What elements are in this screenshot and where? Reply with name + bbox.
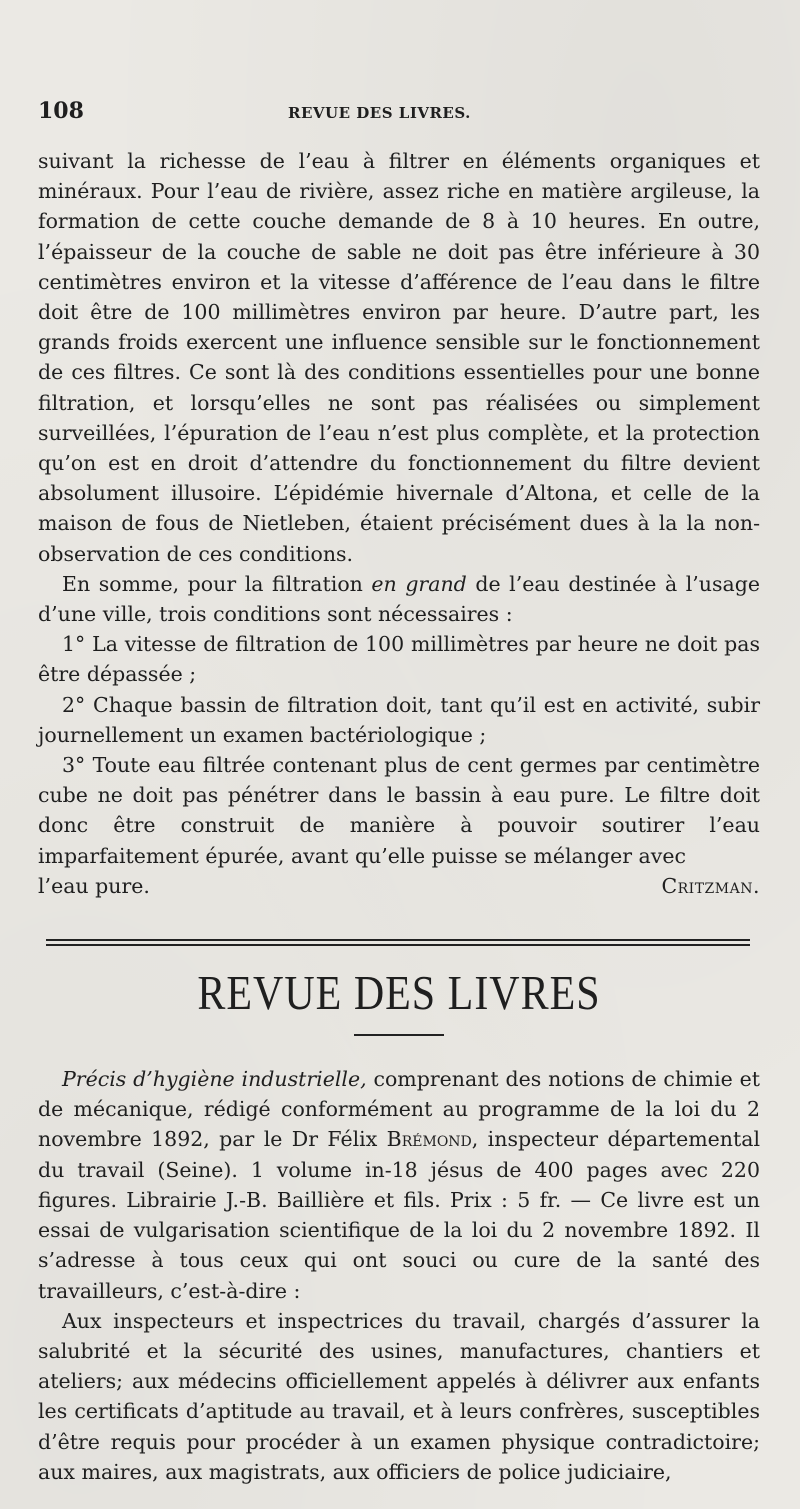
text-run: , inspecteur départemental du travail (Seine). 1 volume in-18 jésus de 400 pages avec 220 figures. Librairie J.-B. Baillière et fils. Prix : 5 fr. — Ce livre est un essai de vulgarisation scientifique de la loi du 2 novembre 1892. Il s’adresse à tous ceux qui ont souci ou cure de la santé des travailleurs, c’est-à-dire : [38, 1127, 761, 1303]
text-run: de l’eau destinée à l’usage d’une ville, trois conditions sont nécessaires : [38, 571, 760, 627]
text-run: comprenant des notions de chimie et de mécanique, rédigé conformément au programme de la loi du 2 novembre 1892, par le Dr Félix [38, 1067, 760, 1152]
condition-item: 3° Toute eau filtrée contenant plus de cent germes par centimètre cube ne doit pas pénétrer dans le bassin à eau pure. Le filtre doit donc être construit de manière à pouvoir soutirer l’eau imparfaitement épurée, avant qu’elle puisse se mélanger avec [38, 753, 760, 868]
section-title: REVUE DES LIVRES [197, 967, 601, 1021]
author-name: Brémond [386, 1127, 472, 1152]
closing-line [38, 871, 760, 901]
running-header [38, 98, 760, 132]
book-review [38, 1064, 760, 1487]
paragraph [38, 569, 760, 629]
paragraph [38, 1064, 760, 1306]
italic-phrase: en grand [371, 571, 467, 596]
text-run: l’eau pure. [38, 873, 150, 898]
condition-item: 1° La vitesse de filtration de 100 millimètres par heure ne doit pas être dépassée ; [38, 632, 760, 687]
paragraph: Aux inspecteurs et inspectrices du travail, chargés d’assurer la salubrité et la sécurité des usines, manufactures, chantiers et ateliers; aux médecins officiellement appelés à délivrer aux enfants les certificats d’aptitude au travail, et à leurs confrères, susceptibles d’être requis pour procéder à un examen physique contradictoire; aux maires, aux magistrats, aux officiers de police judiciaire, [38, 1308, 760, 1484]
book-title: Précis d’hygiène industrielle, [62, 1067, 367, 1092]
title-underline [354, 1034, 444, 1036]
paragraph: suivant la richesse de l’eau à filtrer en éléments organiques et minéraux. Pour l’eau de rivière, assez riche en matière argileuse, la formation de cette couche demande de 8 à 10 heures. En outre, l’épaisseur de la couche de sable ne doit pas être inférieure à 30 centimètres environ et la vitesse d’afférence de l’eau dans le filtre doit être de 100 millimètres environ par heure. D’autre part, les grands froids exercent une influence sensible sur le fonctionnement de ces filtres. Ce sont là des conditions essentielles pour une bonne filtration, et lorsqu’elles ne sont pas réalisées ou simplement surveillées, l’épuration de l’eau n’est plus complète, et la protection qu’on est en droit d’attendre du fonctionnement du filtre devient absolument illusoire. L’épidémie hivernale d’Altona, et celle de la maison de fous de Nietleben, étaient précisément dues à la la non-observation de ces conditions. [38, 149, 760, 566]
condition-item: 2° Chaque bassin de filtration doit, tant qu’il est en activité, subir journellement un examen bactériologique ; [38, 692, 760, 747]
running-title: REVUE DES LIVRES. [288, 104, 471, 122]
author-signature: Critzman. [661, 873, 760, 898]
page-number: 108 [38, 98, 84, 124]
text-run: En somme, pour la filtration [62, 571, 372, 596]
article-continuation [38, 146, 760, 901]
section-divider [46, 939, 750, 946]
